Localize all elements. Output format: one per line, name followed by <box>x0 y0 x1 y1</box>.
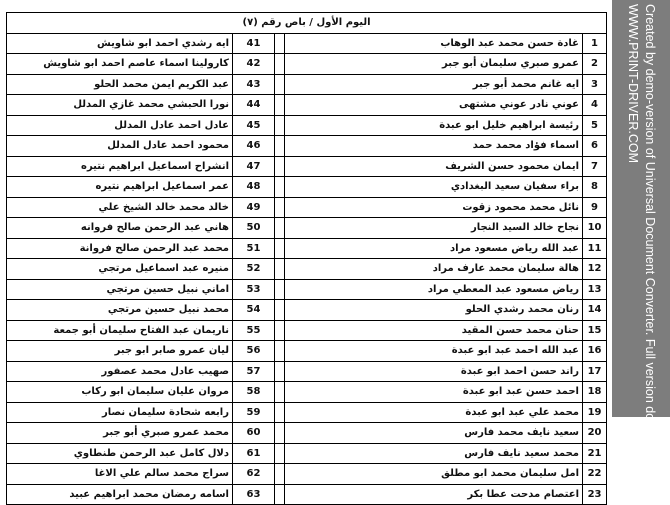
right-number-cell: 9 <box>583 197 607 218</box>
right-number-cell: 1 <box>583 33 607 54</box>
right-number-cell: 6 <box>583 136 607 157</box>
right-name-cell: راند حسن احمد ابو عبدة <box>285 361 583 382</box>
left-number-cell: 53 <box>233 279 275 300</box>
gap-cell <box>275 423 285 444</box>
left-number-cell: 43 <box>233 74 275 95</box>
left-number-cell: 44 <box>233 95 275 116</box>
table-row <box>7 361 607 382</box>
right-number-cell: 22 <box>583 464 607 485</box>
gap-cell <box>275 218 285 239</box>
left-number-cell: 47 <box>233 156 275 177</box>
table-row <box>7 156 607 177</box>
bus-roster-table <box>6 12 607 505</box>
left-number-cell: 41 <box>233 33 275 54</box>
right-number-cell: 8 <box>583 177 607 198</box>
right-number-cell: 21 <box>583 443 607 464</box>
left-number-cell: 55 <box>233 320 275 341</box>
right-name-cell: هالة سليمان محمد عارف مراد <box>285 259 583 280</box>
table-row <box>7 197 607 218</box>
left-name-cell: انشراح اسماعيل ابراهيم نتيره <box>7 156 233 177</box>
left-name-cell: ايه رشدي احمد ابو شاويش <box>7 33 233 54</box>
right-number-cell: 3 <box>583 74 607 95</box>
gap-cell <box>275 95 285 116</box>
gap-cell <box>275 136 285 157</box>
left-name-cell: محمد عبد الرحمن صالح فروانة <box>7 238 233 259</box>
right-number-cell: 20 <box>583 423 607 444</box>
table-row <box>7 402 607 423</box>
gap-cell <box>275 279 285 300</box>
right-number-cell: 5 <box>583 115 607 136</box>
title-row <box>7 13 607 34</box>
right-number-cell: 2 <box>583 54 607 75</box>
left-name-cell: هاني عبد الرحمن صالح فروانه <box>7 218 233 239</box>
right-number-cell: 10 <box>583 218 607 239</box>
left-name-cell: ناريمان عبد الفتاح سليمان أبو جمعة <box>7 320 233 341</box>
gap-cell <box>275 156 285 177</box>
right-name-cell: عبد الله احمد عبد ابو عبدة <box>285 341 583 362</box>
right-number-cell: 14 <box>583 300 607 321</box>
table-title: اليوم الأول / باص رقم (٧) <box>7 13 607 34</box>
gap-cell <box>275 320 285 341</box>
table-row <box>7 136 607 157</box>
left-number-cell: 54 <box>233 300 275 321</box>
gap-cell <box>275 361 285 382</box>
gap-cell <box>275 259 285 280</box>
right-name-cell: اعتصام مدحت عطا بكر <box>285 484 583 505</box>
left-name-cell: دلال كامل عبد الرحمن طنطاوي <box>7 443 233 464</box>
left-number-cell: 57 <box>233 361 275 382</box>
right-name-cell: امل سليمان محمد ابو مطلق <box>285 464 583 485</box>
right-number-cell: 16 <box>583 341 607 362</box>
left-number-cell: 46 <box>233 136 275 157</box>
left-name-cell: عادل احمد عادل المدلل <box>7 115 233 136</box>
gap-cell <box>275 197 285 218</box>
table-row <box>7 423 607 444</box>
left-number-cell: 49 <box>233 197 275 218</box>
right-number-cell: 18 <box>583 382 607 403</box>
right-name-cell: عوني نادر عوني مشتهى <box>285 95 583 116</box>
gap-cell <box>275 402 285 423</box>
right-name-cell: براء سفيان سعيد البغدادي <box>285 177 583 198</box>
gap-cell <box>275 115 285 136</box>
right-name-cell: محمد علي عبد ابو عبدة <box>285 402 583 423</box>
table-row <box>7 74 607 95</box>
gap-cell <box>275 341 285 362</box>
watermark-line-1: Created by demo-version of Universal Document Converter. Full version doesn't <box>643 4 657 447</box>
left-name-cell: اسامه رمضان محمد ابراهيم عبيد <box>7 484 233 505</box>
left-number-cell: 51 <box>233 238 275 259</box>
table-row <box>7 341 607 362</box>
table-row <box>7 54 607 75</box>
right-number-cell: 15 <box>583 320 607 341</box>
table-row <box>7 464 607 485</box>
right-number-cell: 23 <box>583 484 607 505</box>
right-name-cell: نائل محمد محمود زقوت <box>285 197 583 218</box>
right-name-cell: نجاح خالد السيد النجار <box>285 218 583 239</box>
right-name-cell: عمرو صبري سليمان أبو جبر <box>285 54 583 75</box>
left-number-cell: 50 <box>233 218 275 239</box>
left-name-cell: رابعه شحادة سليمان نصار <box>7 402 233 423</box>
right-name-cell: احمد حسن عبد ابو عبدة <box>285 382 583 403</box>
table-row <box>7 443 607 464</box>
table-row <box>7 33 607 54</box>
right-name-cell: رئيسة ابراهيم خليل ابو عبدة <box>285 115 583 136</box>
right-number-cell: 12 <box>583 259 607 280</box>
left-name-cell: مروان عليان سليمان ابو ركاب <box>7 382 233 403</box>
gap-cell <box>275 238 285 259</box>
table-row <box>7 320 607 341</box>
converter-watermark <box>612 0 670 447</box>
left-number-cell: 58 <box>233 382 275 403</box>
right-name-cell: سعيد نايف محمد فارس <box>285 423 583 444</box>
left-name-cell: محمد عمرو صبري أبو جبر <box>7 423 233 444</box>
left-name-cell: ليان عمرو صابر ابو جبر <box>7 341 233 362</box>
right-name-cell: ايمان محمود حسن الشريف <box>285 156 583 177</box>
left-name-cell: سراج محمد سالم علي الاغا <box>7 464 233 485</box>
table-row <box>7 382 607 403</box>
left-name-cell: نورا الحبشي محمد غازي المدلل <box>7 95 233 116</box>
left-name-cell: صهيب عادل محمد عصفور <box>7 361 233 382</box>
left-name-cell: خالد محمد خالد الشيخ علي <box>7 197 233 218</box>
left-number-cell: 48 <box>233 177 275 198</box>
left-name-cell: اماني نبيل حسين مرتجي <box>7 279 233 300</box>
left-name-cell: محمود احمد عادل المدلل <box>7 136 233 157</box>
right-name-cell: اسماء فؤاد محمد حمد <box>285 136 583 157</box>
right-name-cell: رنان محمد رشدي الحلو <box>285 300 583 321</box>
gap-cell <box>275 54 285 75</box>
right-number-cell: 13 <box>583 279 607 300</box>
right-number-cell: 19 <box>583 402 607 423</box>
left-number-cell: 59 <box>233 402 275 423</box>
gap-cell <box>275 484 285 505</box>
table-row <box>7 238 607 259</box>
left-number-cell: 60 <box>233 423 275 444</box>
gap-cell <box>275 177 285 198</box>
left-name-cell: محمد نبيل حسين مرتجي <box>7 300 233 321</box>
left-name-cell: عبد الكريم ايمن محمد الحلو <box>7 74 233 95</box>
gap-cell <box>275 443 285 464</box>
gap-cell <box>275 33 285 54</box>
gap-cell <box>275 464 285 485</box>
right-name-cell: ايه غانم محمد أبو جبر <box>285 74 583 95</box>
table-row <box>7 95 607 116</box>
left-number-cell: 62 <box>233 464 275 485</box>
left-number-cell: 61 <box>233 443 275 464</box>
left-number-cell: 56 <box>233 341 275 362</box>
table-row <box>7 484 607 505</box>
left-number-cell: 45 <box>233 115 275 136</box>
table-row <box>7 115 607 136</box>
left-number-cell: 63 <box>233 484 275 505</box>
right-name-cell: رياض مسعود عبد المعطي مراد <box>285 279 583 300</box>
right-number-cell: 11 <box>583 238 607 259</box>
right-name-cell: محمد سعيد نايف فارس <box>285 443 583 464</box>
left-name-cell: عمر اسماعيل ابراهيم نتيره <box>7 177 233 198</box>
right-number-cell: 4 <box>583 95 607 116</box>
right-name-cell: عبد الله رياض مسعود مراد <box>285 238 583 259</box>
left-name-cell: كارولينا اسماء عاصم احمد ابو شاويش <box>7 54 233 75</box>
left-number-cell: 42 <box>233 54 275 75</box>
left-name-cell: منيره عبد اسماعيل مرتجي <box>7 259 233 280</box>
watermark-text <box>612 4 670 447</box>
right-number-cell: 17 <box>583 361 607 382</box>
table-row <box>7 218 607 239</box>
right-number-cell: 7 <box>583 156 607 177</box>
gap-cell <box>275 300 285 321</box>
right-name-cell: حنان محمد حسن المقيد <box>285 320 583 341</box>
table-row <box>7 177 607 198</box>
watermark-line-2: WWW.PRINT-DRIVER.COM <box>626 4 640 164</box>
right-name-cell: غادة حسن محمد عبد الوهاب <box>285 33 583 54</box>
gap-cell <box>275 382 285 403</box>
roster-sheet <box>6 12 606 500</box>
table-row <box>7 300 607 321</box>
left-number-cell: 52 <box>233 259 275 280</box>
gap-cell <box>275 74 285 95</box>
table-row <box>7 259 607 280</box>
table-row <box>7 279 607 300</box>
